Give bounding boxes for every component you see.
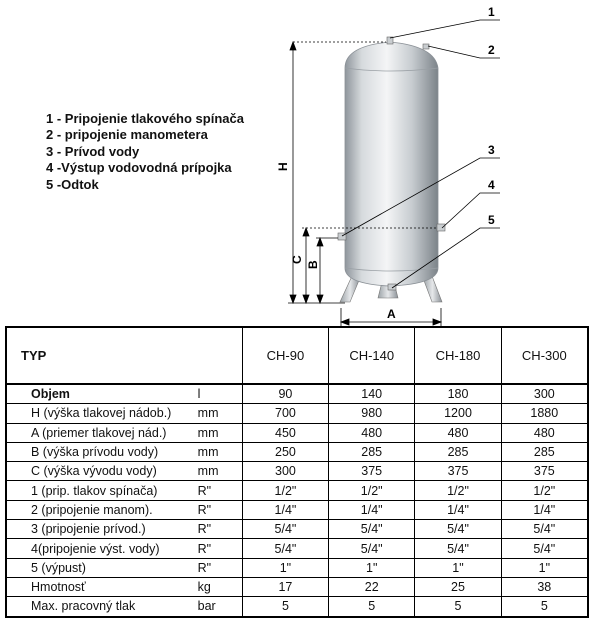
table-row (6, 423, 588, 442)
row-label: A (priemer tlakovej nád.) (6, 423, 198, 442)
row-value: 1/4" (242, 500, 328, 519)
tank-body (345, 42, 438, 286)
leader-1 (390, 20, 500, 38)
callout-2: 2 (488, 43, 495, 57)
row-value: 90 (242, 384, 328, 404)
row-value: 375 (415, 462, 501, 481)
callout-4: 4 (488, 178, 495, 192)
table-row (6, 597, 588, 617)
table-row (6, 384, 588, 404)
row-label: B (výška prívodu vody) (6, 442, 198, 461)
row-value: 5/4" (242, 539, 328, 558)
row-value: 375 (501, 462, 588, 481)
legend-item: 3 - Prívod vody (46, 143, 140, 159)
table-row (6, 500, 588, 519)
row-value: 1/2" (242, 481, 328, 500)
callout-3: 3 (488, 143, 495, 157)
legend-item: 5 -Odtok (46, 176, 99, 192)
row-value: 700 (242, 404, 328, 423)
dim-c-label: C (290, 255, 304, 264)
row-value: 5/4" (501, 539, 588, 558)
header-model: CH-90 (242, 327, 328, 384)
row-value: 5 (415, 597, 501, 617)
legend-item: 1 - Pripojenie tlakového spínača (46, 111, 244, 126)
row-unit: R" (198, 520, 243, 539)
row-value: 180 (415, 384, 501, 404)
row-unit: mm (198, 423, 243, 442)
row-value: 250 (242, 442, 328, 461)
row-value: 1" (415, 558, 501, 577)
row-value: 450 (242, 423, 328, 442)
row-unit: mm (198, 442, 243, 461)
row-value: 5/4" (242, 520, 328, 539)
table-row (6, 442, 588, 461)
row-value: 5/4" (329, 539, 415, 558)
table-row (6, 481, 588, 500)
row-value: 980 (329, 404, 415, 423)
row-label: 4(pripojenie výst. vody) (6, 539, 198, 558)
callout-1: 1 (488, 5, 495, 19)
row-value: 5 (501, 597, 588, 617)
row-value: 140 (329, 384, 415, 404)
connection-legend (46, 111, 244, 193)
table-row (6, 577, 588, 596)
row-value: 22 (329, 577, 415, 596)
spec-table (5, 326, 589, 618)
header-model: CH-140 (329, 327, 415, 384)
row-value: 285 (501, 442, 588, 461)
row-unit: R" (198, 539, 243, 558)
row-value: 285 (415, 442, 501, 461)
row-label: Max. pracovný tlak (6, 597, 198, 617)
row-value: 1880 (501, 404, 588, 423)
row-value: 1/4" (501, 500, 588, 519)
row-value: 300 (501, 384, 588, 404)
table-header-row (6, 327, 588, 384)
row-unit: kg (198, 577, 243, 596)
row-label: 2 (pripojenie manom). (6, 500, 198, 519)
row-value: 1" (242, 558, 328, 577)
dim-a-label: A (387, 307, 396, 321)
table-row (6, 520, 588, 539)
row-value: 1" (329, 558, 415, 577)
callout-5: 5 (488, 213, 495, 227)
legend-item: 4 -Výstup vodovodná prípojka (46, 160, 232, 176)
row-value: 5/4" (415, 520, 501, 539)
row-value: 480 (329, 423, 415, 442)
row-label: 5 (výpust) (6, 558, 198, 577)
fitting-2 (423, 44, 429, 49)
legend-item: 2 - pripojenie manometera (46, 127, 208, 143)
row-value: 480 (501, 423, 588, 442)
row-label: C (výška vývodu vody) (6, 462, 198, 481)
row-label: 3 (pripojenie prívod.) (6, 520, 198, 539)
row-unit: mm (198, 404, 243, 423)
row-label: Objem (6, 384, 198, 404)
row-unit: mm (198, 462, 243, 481)
header-model: CH-300 (501, 327, 588, 384)
row-label: Hmotnosť (6, 577, 198, 596)
row-value: 1/4" (415, 500, 501, 519)
row-value: 1" (501, 558, 588, 577)
dim-h-label: H (276, 162, 290, 171)
table-row (6, 404, 588, 423)
row-label: H (výška tlakovej nádob.) (6, 404, 198, 423)
row-value: 1200 (415, 404, 501, 423)
row-label: 1 (prip. tlakov spínača) (6, 481, 198, 500)
row-value: 1/2" (415, 481, 501, 500)
table-row (6, 558, 588, 577)
row-value: 5 (329, 597, 415, 617)
row-value: 480 (415, 423, 501, 442)
row-value: 375 (329, 462, 415, 481)
dim-b-label: B (306, 260, 320, 269)
row-unit: bar (198, 597, 243, 617)
fitting-4 (437, 224, 445, 231)
row-unit: R" (198, 558, 243, 577)
row-value: 38 (501, 577, 588, 596)
row-value: 5/4" (501, 520, 588, 539)
header-typ: TYP (6, 327, 242, 384)
table-row (6, 462, 588, 481)
row-value: 300 (242, 462, 328, 481)
header-model: CH-180 (415, 327, 501, 384)
row-value: 5 (242, 597, 328, 617)
row-value: 17 (242, 577, 328, 596)
row-value: 1/2" (329, 481, 415, 500)
row-value: 1/4" (329, 500, 415, 519)
fitting-5 (388, 284, 396, 290)
row-unit: R" (198, 500, 243, 519)
row-value: 1/2" (501, 481, 588, 500)
row-unit: R" (198, 481, 243, 500)
table-row (6, 539, 588, 558)
row-value: 285 (329, 442, 415, 461)
row-value: 25 (415, 577, 501, 596)
row-value: 5/4" (329, 520, 415, 539)
row-unit: l (198, 384, 243, 404)
fitting-1 (387, 37, 393, 44)
row-value: 5/4" (415, 539, 501, 558)
